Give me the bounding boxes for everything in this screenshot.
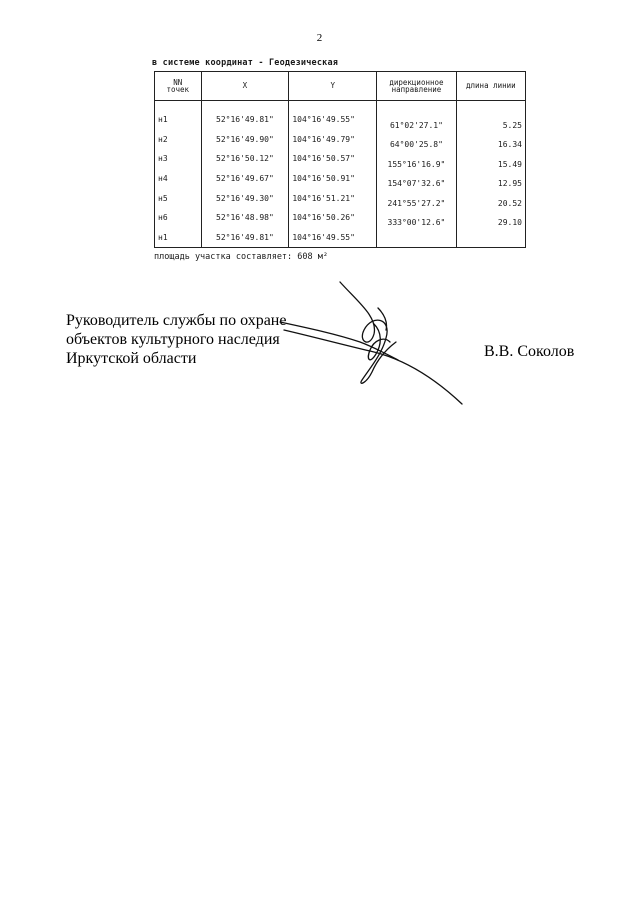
point-name: н1 xyxy=(155,228,202,248)
handwritten-signature xyxy=(278,272,478,412)
point-x: 52°16'49.90" xyxy=(201,130,289,150)
header-direction: дирекционное направление xyxy=(377,72,457,101)
table-row xyxy=(155,208,526,228)
segment-direction: 64°00'25.8" xyxy=(389,140,443,150)
page-number: 2 xyxy=(316,32,323,44)
point-x: 52°16'50.12" xyxy=(201,150,289,170)
segment-length: 15.49 xyxy=(497,159,522,169)
segment-direction: 61°02'27.1" xyxy=(389,120,443,130)
point-y: 104°16'49.55" xyxy=(289,111,377,131)
header-length: длина линии xyxy=(456,72,525,101)
position-line: объектов культурного наследия xyxy=(66,331,280,348)
segment-direction: 155°16'16.9" xyxy=(387,159,446,169)
coordinate-system-caption: в системе координат - Геодезическая xyxy=(152,58,339,68)
segment-direction: 241°55'27.2" xyxy=(387,198,446,208)
point-y: 104°16'50.26" xyxy=(289,208,377,228)
table-row xyxy=(155,169,526,189)
point-y: 104°16'49.79" xyxy=(289,130,377,150)
coordinates-table xyxy=(154,71,526,248)
area-statement: площадь участка составляет: 608 м² xyxy=(154,252,328,263)
segment-direction: 333°00'12.6" xyxy=(387,218,446,228)
signatory-name: В.В. Соколов xyxy=(484,343,575,360)
point-name: н5 xyxy=(155,189,202,209)
segment-length: 5.25 xyxy=(502,120,522,130)
point-name: н4 xyxy=(155,169,202,189)
table-row xyxy=(155,111,526,131)
position-line: Иркутской области xyxy=(66,350,197,367)
point-y: 104°16'50.91" xyxy=(289,169,377,189)
table-header-row xyxy=(155,72,526,101)
table-row xyxy=(155,228,526,248)
table-row xyxy=(155,150,526,170)
point-name: н1 xyxy=(155,111,202,131)
table-spacer-row xyxy=(155,101,526,111)
segment-direction: 154°07'32.6" xyxy=(387,179,446,189)
table-row xyxy=(155,130,526,150)
point-name: н2 xyxy=(155,130,202,150)
segment-length: 16.34 xyxy=(497,140,522,150)
signatory-position xyxy=(66,311,286,368)
segment-length: 12.95 xyxy=(497,179,522,189)
table-row xyxy=(155,189,526,209)
point-x: 52°16'49.30" xyxy=(201,189,289,209)
point-x: 52°16'49.81" xyxy=(201,228,289,248)
coordinates-scan xyxy=(150,58,530,262)
header-y: Y xyxy=(289,72,377,101)
point-y: 104°16'49.55" xyxy=(289,228,377,248)
point-y: 104°16'51.21" xyxy=(289,189,377,209)
point-x: 52°16'49.67" xyxy=(201,169,289,189)
point-name: н3 xyxy=(155,150,202,170)
header-x: X xyxy=(201,72,289,101)
point-x: 52°16'49.81" xyxy=(201,111,289,131)
segment-length: 29.10 xyxy=(497,218,522,228)
point-x: 52°16'48.98" xyxy=(201,208,289,228)
position-line: Руководитель службы по охране xyxy=(66,312,287,329)
point-name: н6 xyxy=(155,208,202,228)
header-point: NN точек xyxy=(155,72,202,101)
point-y: 104°16'50.57" xyxy=(289,150,377,170)
segment-length: 20.52 xyxy=(497,198,522,208)
